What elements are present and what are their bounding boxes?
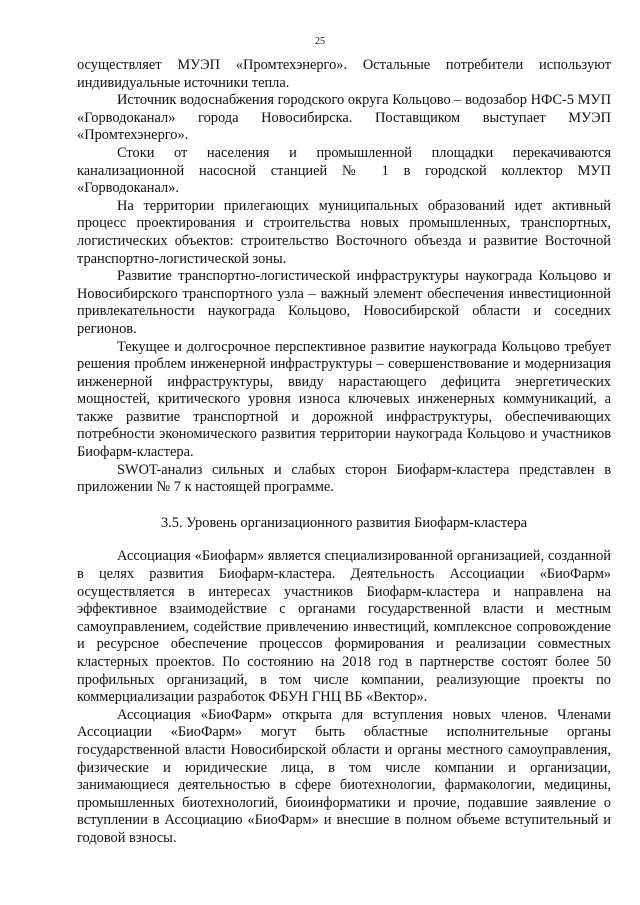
paragraph: Стоки от населения и промышленной площадки перекачиваются канализационной насосной станцией № 1 в городской коллектор МУП «Горводоканал». <box>77 144 611 197</box>
page-number: 25 <box>315 36 325 47</box>
paragraph: осуществляет МУЭП «Промтехэнерго». Остальные потребители используют индивидуальные источники тепла. <box>77 57 611 91</box>
paragraph: Текущее и долгосрочное перспективное развитие наукограда Кольцово требует решения проблем инженерной инфраструктуры – совершенствование и модернизация инженерной инфраструктуры, ввиду нарастающего дефицита энергетических мощностей, критического уровня износа ключевых инженерных коммуникаций, а также развитие транспортной и дорожной инфраструктуры, обеспечивающих потребности экономического развития территории наукограда Кольцово и участников Биофарм-кластера. <box>77 338 611 461</box>
body-text <box>77 57 611 848</box>
section-heading: 3.5. Уровень организационного развития Биофарм-кластера <box>160 514 528 531</box>
paragraph: Источник водоснабжения городского округа Кольцово – водозабор НФС-5 МУП «Горводоканал» города Новосибирска. Поставщиком выступает МУЭП «Промтехэнерго». <box>77 92 611 144</box>
paragraph: Ассоциация «Биофарм» является специализированной организацией, созданной в целях развития Биофарм-кластера. Деятельность Ассоциации «БиоФарм» осуществляется в интересах участников Биофарм-кластера и направлена на эффективное взаимодействие с органами государственной власти и местным самоуправлением, содействие привлечению инвестиций, комплексное сопровождение и ресурсное обеспечение процессов формирования и реализации совместных кластерных проектов. По состоянию на 2018 год в партнерстве состоят более 50 профильных организаций, в том числе компании, реализующие проекты по коммерциализации разработок ФБУН ГНЦ ВБ «Вектор». <box>77 548 611 706</box>
paragraph: На территории прилегающих муниципальных образований идет активный процесс проектирования и строительства новых промышленных, транспортных, логистических объектов: строительство Восточного объезда и развитие Восточной транспортно-логистической зоны. <box>77 197 611 267</box>
paragraph: Ассоциация «БиоФарм» открыта для вступления новых членов. Членами Ассоциации «БиоФарм» могут быть областные исполнительные органы государственной власти Новосибирской области и органы местного самоуправления, физические и юридические лица, в том числе компании и организации, занимающиеся деятельностью в сфере биотехнологии, фармакологии, медицины, промышленных биотехнологий, биоинформатики и прочие, подавшие заявление о вступлении в Ассоциацию «БиоФарм» и внесшие в полном объеме вступительный и годовой взносы. <box>77 706 611 846</box>
paragraph: SWOT-анализ сильных и слабых сторон Биофарм-кластера представлен в приложении № 7 к настоящей программе. <box>77 461 611 496</box>
paragraph: Развитие транспортно-логистической инфраструктуры наукограда Кольцово и Новосибирского транспортного узла – важный элемент обеспечения инвестиционной привлекательности наукограда Кольцово, Новосибирской области и соседних регионов. <box>77 268 611 337</box>
